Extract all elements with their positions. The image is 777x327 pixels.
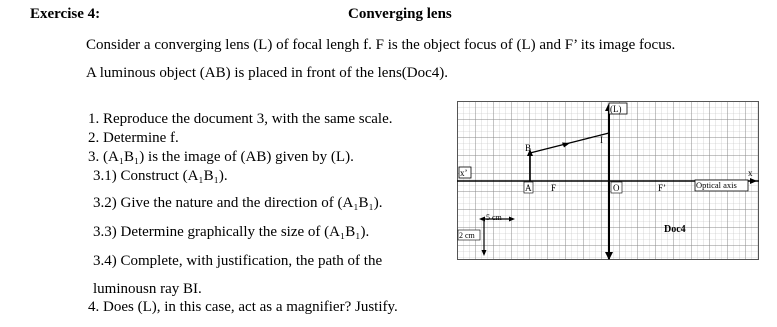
question-3-4-continued: luminousn ray BI.	[93, 281, 202, 297]
exercise-title: Converging lens	[348, 6, 452, 22]
lens-label: (L)	[610, 104, 622, 114]
x-label: x	[748, 168, 753, 178]
intro-line-2: A luminous object (AB) is placed in front of the lens(Doc4).	[86, 65, 449, 81]
doc4-figure	[457, 101, 759, 260]
scale-h-label: 5 cm	[486, 213, 502, 222]
scale-v-label: 2 cm	[459, 231, 475, 240]
question-4: 4. Does (L), in this case, act as a magnifier? Justify.	[88, 299, 398, 315]
question-1: 1. Reproduce the document 3, with the same scale.	[88, 111, 393, 127]
point-i-label: I	[600, 135, 603, 145]
point-b-label: B	[525, 143, 532, 153]
question-3-3: 3.3) Determine graphically the size of (A₁B₁).	[93, 224, 370, 240]
exercise-number: Exercise 4:	[30, 6, 101, 22]
intro-line-1: Consider a converging lens (L) of focal lengh f. F is the object focus of (L) and F’ its image focus.	[86, 37, 676, 53]
question-3: 3. (A₁B₁) is the image of (AB) given by (L).	[88, 149, 354, 165]
question-3-4: 3.4) Complete, with justification, the path of the	[93, 253, 383, 269]
question-2: 2. Determine f.	[88, 130, 179, 146]
x-prime-label: x’	[460, 168, 468, 178]
doc-label: Doc4	[664, 224, 686, 235]
optical-axis-label: Optical axis	[696, 180, 737, 190]
point-o-label: O	[613, 183, 620, 193]
question-3-1: 3.1) Construct (A₁B₁).	[93, 168, 228, 184]
point-f-prime-label: F’	[658, 183, 667, 193]
point-a-label: A	[525, 183, 532, 193]
point-f-label: F	[551, 183, 557, 193]
question-3-2: 3.2) Give the nature and the direction of (A₁B₁).	[93, 195, 383, 211]
optics-diagram	[457, 101, 759, 260]
